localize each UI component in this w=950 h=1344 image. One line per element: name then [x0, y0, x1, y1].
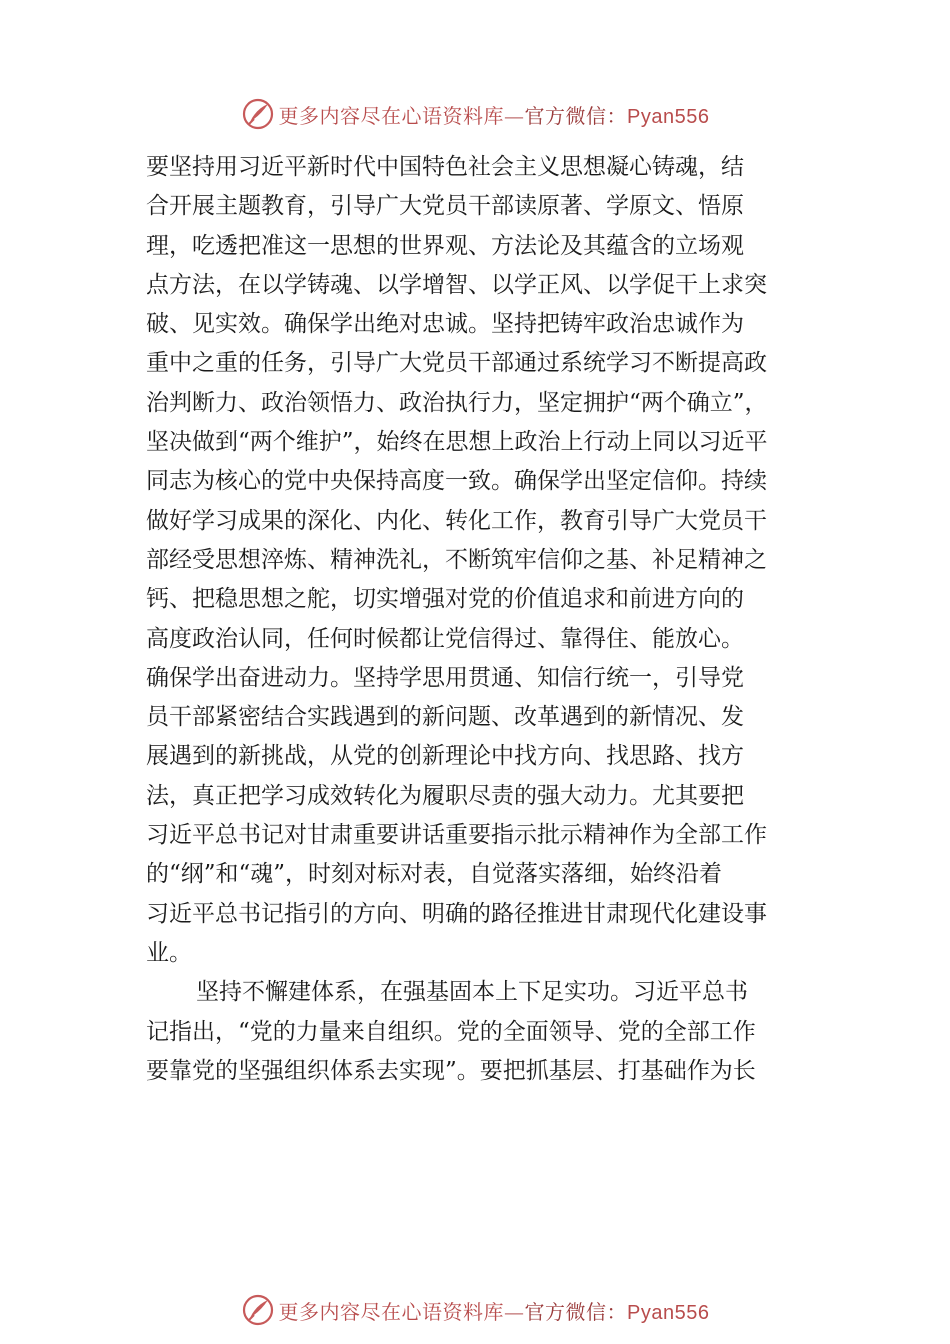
text-line: 点方法，在以学铸魂、以学增智、以学正风、以学促干上求突	[146, 271, 767, 298]
quill-seal-icon	[241, 1293, 275, 1327]
text-line: 法，真正把学习成效转化为履职尽责的强大动力。尤其要把	[146, 782, 744, 809]
footer-watermark	[0, 1290, 950, 1330]
watermark-dash: —	[504, 103, 525, 128]
watermark-wechat-id: Pyan556	[627, 1301, 710, 1324]
text-line: 破、见实效。确保学出绝对忠诚。坚持把铸牢政治忠诚作为	[146, 311, 744, 338]
watermark-dash: —	[504, 1299, 525, 1324]
text-line: 展遇到的新挑战，从党的创新理论中找方向、找思路、找方	[146, 743, 744, 770]
watermark-text	[279, 1296, 710, 1325]
watermark-site: 更多内容尽在心语资料库	[278, 103, 505, 128]
text-line: 做好学习成果的深化、内化、转化工作，教育引导广大党员干	[146, 507, 767, 534]
text-line: 要坚持用习近平新时代中国特色社会主义思想凝心铸魂，结	[146, 154, 744, 180]
text-line: 钙、把稳思想之舵，切实增强对党的价值追求和前进方向的	[146, 586, 744, 613]
text-line: 同志为核心的党中央保持高度一致。确保学出坚定信仰。持续	[146, 468, 767, 495]
watermark-wechat-label: 官方微信：	[524, 1299, 628, 1324]
text-line: 确保学出奋进动力。坚持学思用贯通、知信行统一，引导党	[146, 664, 744, 691]
text-line: 部经受思想淬炼、精神洗礼，不断筑牢信仰之基、补足精神之	[146, 546, 767, 573]
watermark-text	[279, 100, 710, 129]
paragraph-2	[146, 973, 826, 1091]
text-line: 习近平总书记指引的方向、明确的路径推进甘肃现代化建设事	[146, 900, 767, 927]
text-line: 治判断力、政治领悟力、政治执行力，坚定拥护“两个确立”，	[146, 389, 768, 416]
text-line: 记指出，“党的力量来自组织。党的全面领导、党的全部工作	[146, 1018, 756, 1045]
paragraph-1	[146, 148, 826, 973]
text-line: 员干部紧密结合实践遇到的新问题、改革遇到的新情况、发	[146, 704, 744, 731]
quill-seal-icon	[241, 97, 275, 131]
watermark-wechat-label: 官方微信：	[524, 103, 628, 128]
body-text	[146, 148, 826, 1091]
text-line: 高度政治认同，任何时候都让党信得过、靠得住、能放心。	[146, 625, 744, 652]
text-line: 坚决做到“两个维护”，始终在思想上政治上行动上同以习近平	[146, 429, 768, 456]
text-line: 业。	[146, 939, 192, 966]
watermark-wechat-id: Pyan556	[627, 105, 710, 128]
text-line: 坚持不懈建体系，在强基固本上下足实功。习近平总书	[196, 979, 748, 1006]
text-line: 理，吃透把准这一思想的世界观、方法论及其蕴含的立场观	[146, 232, 744, 259]
text-line: 重中之重的任务，引导广大党员干部通过系统学习不断提高政	[146, 350, 767, 377]
text-line: 的“纲”和“魂”，时刻对标对表，自觉落实落细，始终沿着	[146, 861, 723, 888]
watermark-site: 更多内容尽在心语资料库	[278, 1299, 505, 1324]
header-watermark	[0, 94, 950, 134]
text-line: 习近平总书记对甘肃重要讲话重要指示批示精神作为全部工作	[146, 822, 767, 849]
text-line: 要靠党的坚强组织体系去实现”。要把抓基层、打基础作为长	[146, 1057, 756, 1084]
text-line: 合开展主题教育，引导广大党员干部读原著、学原文、悟原	[146, 193, 744, 220]
